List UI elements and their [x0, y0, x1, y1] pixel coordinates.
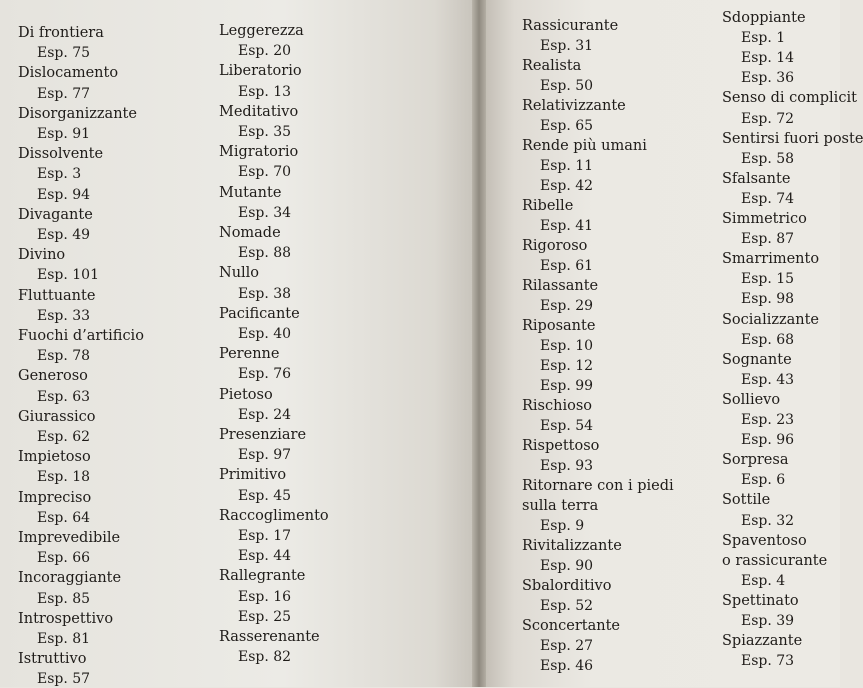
exercise-reference: Esp. 50	[540, 78, 594, 94]
exercise-reference: Esp. 1	[741, 30, 786, 47]
exercise-reference: Esp. 43	[741, 371, 795, 388]
exercise-reference: Esp. 27	[540, 638, 594, 654]
exercise-reference: Esp. 40	[238, 326, 292, 342]
index-term: Spaventoso	[722, 532, 807, 549]
exercise-reference: Esp. 101	[37, 267, 99, 284]
index-term: Socializzante	[722, 311, 820, 328]
exercise-reference: Esp. 6	[741, 472, 786, 489]
exercise-reference: Esp. 23	[741, 412, 795, 428]
index-term: Rassicurante	[522, 18, 619, 34]
index-term: Sentirsi fuori poste	[722, 130, 863, 147]
index-term: Fluttuante	[18, 287, 96, 304]
index-term: Primitivo	[219, 467, 287, 484]
index-term: Di frontiera	[18, 25, 104, 41]
exercise-reference: Esp. 12	[540, 358, 594, 374]
exercise-reference: Esp. 18	[37, 469, 91, 486]
exercise-reference: Esp. 33	[37, 307, 91, 324]
exercise-reference: Esp. 82	[238, 649, 292, 666]
index-term: Spettinato	[722, 592, 799, 609]
exercise-reference: Esp. 46	[540, 658, 594, 674]
exercise-reference: Esp. 20	[238, 43, 292, 60]
exercise-reference: Esp. 10	[540, 338, 594, 354]
exercise-reference: Esp. 14	[741, 50, 795, 67]
index-term: Ribelle	[522, 198, 574, 214]
exercise-reference: Esp. 9	[540, 518, 585, 534]
exercise-reference: Esp. 61	[540, 258, 594, 274]
index-term: Rischioso	[522, 398, 592, 414]
index-term: Sorpresa	[722, 452, 789, 469]
exercise-reference: Esp. 29	[540, 298, 594, 314]
exercise-reference: Esp. 16	[238, 588, 292, 605]
index-term: Rigoroso	[522, 238, 588, 254]
exercise-reference: Esp. 41	[540, 218, 594, 234]
exercise-reference: Esp. 42	[540, 178, 594, 194]
exercise-reference: Esp. 58	[741, 150, 795, 167]
exercise-reference: Esp. 11	[540, 158, 594, 174]
index-term: Migratorio	[219, 144, 299, 161]
exercise-reference: Esp. 62	[37, 429, 91, 445]
index-term: Leggerezza	[219, 23, 304, 39]
index-term: Rende più umani	[522, 138, 647, 154]
index-term: Rispettoso	[522, 438, 600, 454]
exercise-reference: Esp. 91	[37, 126, 91, 142]
index-term: Rilassante	[522, 278, 599, 294]
index-term: Pietoso	[219, 386, 273, 403]
index-term: Generoso	[18, 368, 88, 385]
index-term: Meditativo	[219, 103, 299, 120]
exercise-reference: Esp. 87	[741, 231, 795, 248]
index-term: Perenne	[219, 346, 280, 363]
exercise-reference: Esp. 78	[37, 348, 91, 365]
exercise-reference: Esp. 77	[37, 85, 91, 102]
index-term: Riposante	[522, 318, 596, 334]
exercise-reference: Esp. 66	[37, 550, 91, 567]
exercise-reference: Esp. 88	[238, 245, 292, 262]
index-term: Fuochi d’artificio	[18, 328, 144, 344]
exercise-reference: Esp. 17	[238, 528, 292, 544]
exercise-reference: Esp. 24	[238, 406, 292, 423]
exercise-reference: Esp. 96	[741, 432, 795, 449]
book-gutter	[472, 0, 486, 687]
exercise-reference: Esp. 38	[238, 285, 292, 302]
index-term: Rasserenante	[219, 629, 320, 645]
exercise-reference: Esp. 64	[37, 509, 91, 526]
exercise-reference: Esp. 94	[37, 186, 91, 203]
index-term: Istruttivo	[18, 651, 87, 668]
index-term: Liberatorio	[219, 63, 302, 80]
exercise-reference: Esp. 68	[741, 331, 795, 348]
index-term: Realista	[522, 58, 582, 74]
index-term: Sdoppiante	[722, 10, 806, 26]
exercise-reference: Esp. 74	[741, 190, 795, 207]
index-term: Incoraggiante	[18, 570, 122, 587]
index-term: Dislocamento	[18, 65, 119, 82]
exercise-reference: Esp. 25	[238, 608, 292, 625]
index-term: Sfalsante	[722, 170, 791, 187]
exercise-reference: Esp. 93	[540, 458, 594, 474]
index-term: Dissolvente	[18, 146, 104, 163]
index-term: Disorganizzante	[18, 105, 137, 122]
index-term: Divagante	[18, 206, 93, 223]
index-term: Imprevedibile	[18, 530, 121, 546]
index-term: Rallegrante	[219, 568, 306, 585]
exercise-reference: Esp. 81	[37, 631, 91, 647]
index-term: Impreciso	[18, 489, 92, 506]
index-term: Sollievo	[722, 391, 781, 408]
index-term: Relativizzante	[522, 98, 626, 114]
index-term: Ritornare con i piedi	[522, 478, 674, 494]
exercise-reference: Esp. 63	[37, 388, 91, 405]
exercise-reference: Esp. 4	[741, 572, 786, 589]
index-term: Smarrimento	[722, 251, 820, 268]
exercise-reference: Esp. 3	[37, 166, 82, 183]
exercise-reference: Esp. 72	[741, 110, 795, 127]
index-term: Nomade	[219, 225, 281, 241]
exercise-reference: Esp. 36	[741, 70, 795, 87]
exercise-reference: Esp. 85	[37, 590, 91, 607]
exercise-reference: Esp. 97	[238, 447, 292, 464]
exercise-reference: Esp. 31	[540, 38, 594, 54]
exercise-reference: Esp. 99	[540, 378, 594, 394]
right-page	[486, 0, 863, 687]
exercise-reference: Esp. 34	[238, 204, 292, 221]
index-term: Presenziare	[219, 427, 307, 443]
exercise-reference: Esp. 39	[741, 613, 795, 629]
exercise-reference: Esp. 70	[238, 164, 292, 181]
exercise-reference: Esp. 75	[37, 45, 91, 62]
exercise-reference: Esp. 76	[238, 366, 292, 383]
exercise-reference: Esp. 32	[741, 512, 795, 529]
exercise-reference: Esp. 15	[741, 271, 795, 288]
index-term: Senso di complicit	[722, 90, 857, 107]
exercise-reference: Esp. 45	[238, 487, 292, 504]
exercise-reference: Esp. 35	[238, 124, 292, 140]
exercise-reference: Esp. 52	[540, 598, 594, 614]
exercise-reference: Esp. 57	[37, 671, 91, 688]
index-term: o rassicurante	[722, 552, 828, 569]
index-term: Pacificante	[219, 305, 300, 322]
index-term: Sconcertante	[522, 618, 620, 634]
index-term: Mutante	[219, 184, 282, 201]
exercise-reference: Esp. 54	[540, 418, 594, 434]
exercise-reference: Esp. 98	[741, 291, 795, 308]
index-term: Introspettivo	[18, 610, 114, 627]
exercise-reference: Esp. 49	[37, 227, 91, 243]
index-term: Raccoglimento	[219, 507, 329, 524]
exercise-reference: Esp. 13	[238, 83, 292, 100]
index-term: Sognante	[722, 351, 792, 368]
index-term: sulla terra	[522, 498, 599, 514]
index-term: Simmetrico	[722, 211, 807, 227]
index-term: Sottile	[722, 492, 771, 509]
index-term: Spiazzante	[722, 633, 803, 650]
index-term: Divino	[18, 247, 66, 264]
exercise-reference: Esp. 73	[741, 653, 795, 670]
index-term: Rivitalizzante	[522, 538, 622, 554]
index-term: Impietoso	[18, 449, 91, 466]
index-term: Nullo	[219, 265, 260, 282]
index-term: Sbalorditivo	[522, 578, 612, 594]
exercise-reference: Esp. 44	[238, 548, 292, 565]
index-term: Giurassico	[18, 408, 96, 425]
exercise-reference: Esp. 65	[540, 118, 594, 134]
exercise-reference: Esp. 90	[540, 558, 594, 574]
